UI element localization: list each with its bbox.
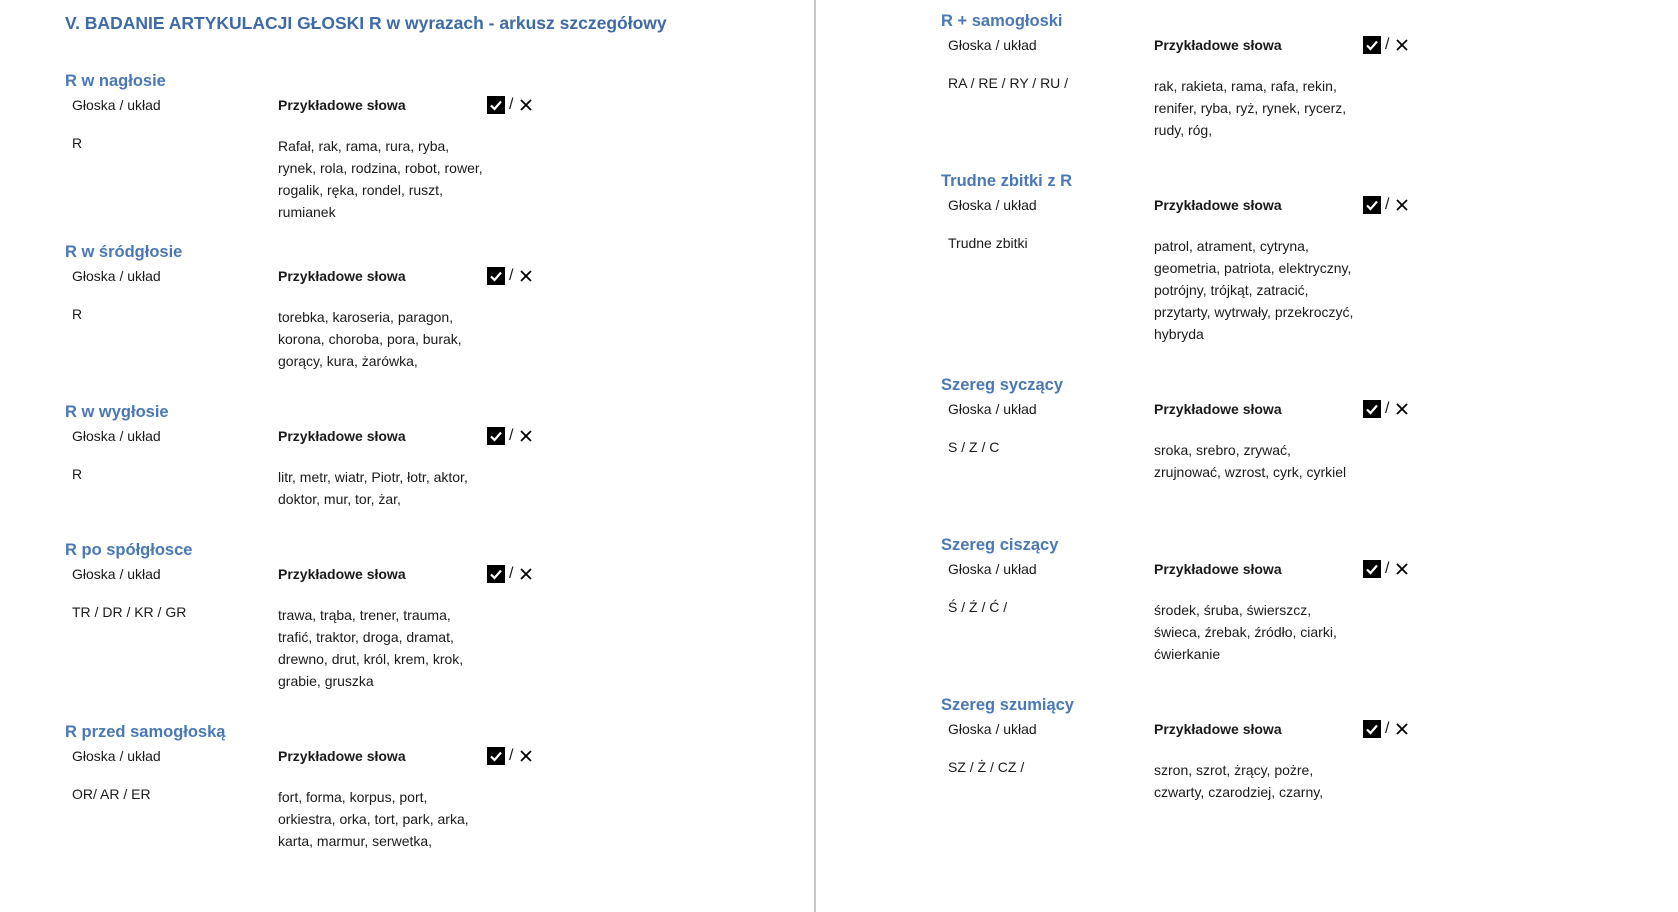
result-marks bbox=[487, 426, 535, 446]
section-heading: Trudne zbitki z R bbox=[941, 172, 1073, 190]
sound-column-header: Głoska / układ bbox=[948, 401, 1037, 417]
cross-icon[interactable] bbox=[1393, 196, 1411, 214]
sound-value: R bbox=[72, 306, 83, 322]
cross-icon[interactable] bbox=[1393, 560, 1411, 578]
words-column-header: Przykładowe słowa bbox=[278, 566, 406, 582]
words-column-header: Przykładowe słowa bbox=[1154, 401, 1282, 417]
mark-separator: / bbox=[1385, 720, 1390, 737]
words-column-header: Przykładowe słowa bbox=[278, 428, 406, 444]
section-heading: Szereg szumiący bbox=[941, 696, 1074, 714]
mark-separator: / bbox=[509, 267, 514, 284]
example-words: trawa, trąba, trener, trauma, trafić, traktor, droga, dramat, drewno, drut, król, krem, krok, grabie, gruszka bbox=[278, 607, 464, 689]
example-words: Rafał, rak, rama, rura, ryba, rynek, rola, rodzina, robot, rower, rogalik, ręka, rondel, ruszt, rumianek bbox=[278, 138, 483, 220]
mark-separator: / bbox=[509, 747, 514, 764]
sound-value: R bbox=[72, 466, 83, 482]
sound-value: Ś / Ź / Ć / bbox=[948, 599, 1008, 615]
mark-separator: / bbox=[509, 565, 514, 582]
result-marks bbox=[1363, 559, 1411, 579]
result-marks bbox=[1363, 35, 1411, 55]
example-words: litr, metr, wiatr, Piotr, łotr, aktor, doktor, mur, tor, żar, bbox=[278, 469, 468, 507]
sound-value: S / Z / C bbox=[948, 439, 1000, 455]
sound-column-header: Głoska / układ bbox=[948, 37, 1037, 53]
sound-value: OR/ AR / ER bbox=[72, 786, 151, 802]
sound-value: Trudne zbitki bbox=[948, 235, 1028, 251]
checkbox-checked-icon[interactable] bbox=[487, 565, 505, 583]
example-words: rak, rakieta, rama, rafa, rekin, renifer, ryba, ryż, rynek, rycerz, rudy, róg, bbox=[1154, 78, 1347, 138]
mark-separator: / bbox=[509, 96, 514, 113]
example-words: środek, śruba, świerszcz, świeca, źrebak, źródło, ciarki, ćwierkanie bbox=[1154, 602, 1337, 662]
checkbox-checked-icon[interactable] bbox=[487, 267, 505, 285]
mark-separator: / bbox=[1385, 196, 1390, 213]
cross-icon[interactable] bbox=[517, 565, 535, 583]
words-column-header: Przykładowe słowa bbox=[1154, 721, 1282, 737]
checkbox-checked-icon[interactable] bbox=[1363, 560, 1381, 578]
section-heading: R + samogłoski bbox=[941, 12, 1063, 30]
sound-value: TR / DR / KR / GR bbox=[72, 604, 187, 620]
sound-value: RA / RE / RY / RU / bbox=[948, 75, 1069, 91]
mark-separator: / bbox=[1385, 560, 1390, 577]
section-heading: R w śródgłosie bbox=[65, 243, 183, 261]
sound-column-header: Głoska / układ bbox=[72, 748, 161, 764]
checkbox-checked-icon[interactable] bbox=[487, 427, 505, 445]
sound-column-header: Głoska / układ bbox=[948, 721, 1037, 737]
sound-value: SZ / Ż / CZ / bbox=[948, 759, 1025, 775]
words-column-header: Przykładowe słowa bbox=[278, 748, 406, 764]
section-heading: R w wygłosie bbox=[65, 403, 169, 421]
result-marks bbox=[1363, 399, 1411, 419]
document-title: V. BADANIE ARTYKULACJI GŁOSKI R w wyrazach - arkusz szczegółowy bbox=[65, 13, 667, 33]
checkbox-checked-icon[interactable] bbox=[1363, 196, 1381, 214]
cross-icon[interactable] bbox=[517, 96, 535, 114]
example-words: torebka, karoseria, paragon, korona, choroba, pora, burak, gorący, kura, żarówka, bbox=[278, 309, 462, 369]
example-words: sroka, srebro, zrywać, zrujnować, wzrost, cyrk, cyrkiel bbox=[1154, 442, 1347, 480]
result-marks bbox=[1363, 719, 1411, 739]
sound-column-header: Głoska / układ bbox=[72, 268, 161, 284]
sound-value: R bbox=[72, 135, 83, 151]
checkbox-checked-icon[interactable] bbox=[1363, 400, 1381, 418]
document-page-left bbox=[0, 0, 814, 912]
cross-icon[interactable] bbox=[1393, 720, 1411, 738]
checkbox-checked-icon[interactable] bbox=[487, 96, 505, 114]
sound-column-header: Głoska / układ bbox=[72, 428, 161, 444]
words-column-header: Przykładowe słowa bbox=[278, 268, 406, 284]
mark-separator: / bbox=[509, 427, 514, 444]
mark-separator: / bbox=[1385, 400, 1390, 417]
example-words: fort, forma, korpus, port, orkiestra, orka, tort, park, arka, karta, marmur, serwetka, bbox=[278, 789, 469, 849]
checkbox-checked-icon[interactable] bbox=[1363, 720, 1381, 738]
result-marks bbox=[487, 564, 535, 584]
sound-column-header: Głoska / układ bbox=[72, 566, 161, 582]
result-marks bbox=[487, 746, 535, 766]
cross-icon[interactable] bbox=[517, 267, 535, 285]
result-marks bbox=[1363, 195, 1411, 215]
cross-icon[interactable] bbox=[1393, 400, 1411, 418]
checkbox-checked-icon[interactable] bbox=[487, 747, 505, 765]
sound-column-header: Głoska / układ bbox=[948, 197, 1037, 213]
sound-column-header: Głoska / układ bbox=[948, 561, 1037, 577]
result-marks bbox=[487, 95, 535, 115]
checkbox-checked-icon[interactable] bbox=[1363, 36, 1381, 54]
words-column-header: Przykładowe słowa bbox=[1154, 37, 1282, 53]
example-words: szron, szrot, żrący, pożre, czwarty, czarodziej, czarny, bbox=[1154, 762, 1324, 800]
example-words: patrol, atrament, cytryna, geometria, patriota, elektryczny, potrójny, trójkąt, zatracić, przytarty, wytrwały, przekroczyć, hybryda bbox=[1154, 238, 1354, 342]
section-heading: R przed samogłoską bbox=[65, 723, 226, 741]
words-column-header: Przykładowe słowa bbox=[278, 97, 406, 113]
document-page-right bbox=[817, 0, 1678, 912]
cross-icon[interactable] bbox=[1393, 36, 1411, 54]
section-heading: R w nagłosie bbox=[65, 72, 166, 90]
section-heading: Szereg syczący bbox=[941, 376, 1064, 394]
section-heading: Szereg ciszący bbox=[941, 536, 1059, 554]
words-column-header: Przykładowe słowa bbox=[1154, 561, 1282, 577]
section-heading: R po spółgłosce bbox=[65, 541, 193, 559]
page-divider bbox=[814, 0, 816, 912]
words-column-header: Przykładowe słowa bbox=[1154, 197, 1282, 213]
result-marks bbox=[487, 266, 535, 286]
mark-separator: / bbox=[1385, 36, 1390, 53]
sound-column-header: Głoska / układ bbox=[72, 97, 161, 113]
cross-icon[interactable] bbox=[517, 747, 535, 765]
cross-icon[interactable] bbox=[517, 427, 535, 445]
